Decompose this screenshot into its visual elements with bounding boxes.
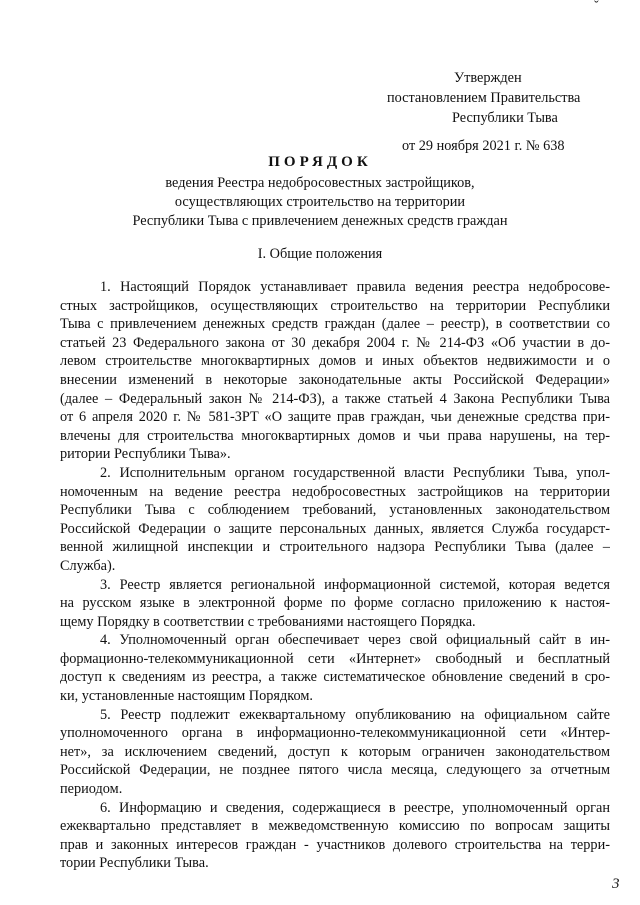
paragraph-line: Республики Тыва с соблюдением требований, установленных законодательством: [60, 502, 610, 519]
subtitle-line: Республики Тыва с привлечением денежных средств граждан: [132, 213, 508, 229]
document-subtitle: [0, 174, 640, 231]
paragraph-line: нет», за исключением сведений, доступ к которым ограничен законодательством: [60, 743, 610, 760]
paragraph-line: внесении изменений в некоторые законодательные акты Российской Федерации»: [60, 371, 610, 388]
paragraph-line: ритории Республики Тыва».: [60, 446, 231, 463]
body-text: [60, 278, 610, 873]
paragraph-line: левом строительстве многоквартирных домов и иных объектов недвижимости и о: [60, 353, 610, 370]
paragraph-line: 5. Реестр подлежит ежеквартальному опубликованию на официальном сайте: [100, 706, 610, 723]
paragraph-line: статьей 23 Федерального закона от 30 декабря 2004 г. № 214-ФЗ «Об участии в до-: [60, 334, 610, 351]
paragraph-line: периодом.: [60, 781, 123, 798]
corner-mark: ˇ: [594, 0, 599, 14]
paragraph-line: 6. Информацию и сведения, содержащиеся в реестре, уполномоченный орган: [100, 799, 610, 816]
paragraph-line: Служба).: [60, 557, 116, 574]
approval-line-resolution: постановлением Правительства: [387, 90, 581, 106]
paragraph: [60, 278, 610, 464]
paragraph: [60, 576, 610, 632]
document-title: ПОРЯДОК: [268, 154, 372, 170]
paragraph-line: на русском языке в электронной форме по форме согласно приложению к настоя-: [60, 595, 610, 612]
paragraph-line: венной жилищной инспекции и строительного надзора Республики Тыва (далее –: [60, 539, 610, 556]
approval-line-approved: Утвержден: [454, 70, 522, 86]
paragraph-line: 4. Уполномоченный орган обеспечивает через свой официальный сайт в ин-: [100, 632, 610, 649]
paragraph-line: ежеквартально представляет в межведомственную комиссию по вопросам защиты: [60, 818, 610, 835]
paragraph-line: щему Порядку в соответствии с требованиями настоящего Порядка.: [60, 613, 476, 630]
paragraph-line: 2. Исполнительным органом государственной власти Республики Тыва, упол-: [100, 464, 610, 481]
paragraph-line: Тыва с привлечением денежных средств граждан (далее – реестр), в соответствии со: [60, 316, 610, 333]
paragraph: [60, 706, 610, 799]
paragraph-line: влечены для строительства многоквартирных домов и чьи права нарушены, на тер-: [60, 427, 610, 444]
approval-line-republic: Республики Тыва: [452, 110, 558, 126]
paragraph-line: от 6 апреля 2020 г. № 581-ЗРТ «О защите прав граждан, чьи денежные средства при-: [60, 409, 610, 426]
section-heading: I. Общие положения: [257, 246, 383, 262]
subtitle-line: осуществляющих строительство на территории: [174, 194, 466, 210]
paragraph-line: Российской Федерации, не позднее пятого числа месяца, следующего за отчетным: [60, 762, 610, 779]
page-number: 3: [612, 876, 620, 892]
paragraph-line: (далее – Федеральный закон № 214-ФЗ), а также статьей 4 Закона Республики Тыва: [60, 390, 610, 407]
paragraph: [60, 799, 610, 873]
approval-block: [384, 68, 624, 156]
paragraph-line: ки, установленные настоящим Порядком.: [60, 688, 314, 705]
paragraph-line: доступ к сведениям из реестра, а также систематическое обновление сведений в сро-: [60, 669, 610, 686]
subtitle-line: ведения Реестра недобросовестных застройщиков,: [165, 175, 475, 191]
paragraph-line: стных застройщиков, осуществляющих строительство на территории Республики: [60, 297, 610, 314]
paragraph: [60, 464, 610, 576]
paragraph-line: Российской Федерации о защите персональных данных, является Служба государст-: [60, 520, 610, 537]
paragraph-line: номоченным на ведение реестра недобросовестных застройщиков на территории: [60, 483, 610, 500]
paragraph: [60, 631, 610, 705]
paragraph-line: уполномоченного органа в информационно-телекоммуникационной сети «Интер-: [60, 725, 610, 742]
paragraph-line: 3. Реестр является региональной информационной системой, которая ведется: [100, 576, 610, 593]
paragraph-line: тории Республики Тыва.: [60, 855, 209, 872]
approval-line-date: от 29 ноября 2021 г. № 638: [402, 138, 565, 154]
paragraph-line: 1. Настоящий Порядок устанавливает правила ведения реестра недобросове-: [100, 279, 610, 295]
paragraph-line: прав и законных интересов граждан - участников долевого строительства на терри-: [60, 836, 610, 853]
paragraph-line: формационно-телекоммуникационной сети «Интернет» свободный и бесплатный: [60, 650, 610, 667]
